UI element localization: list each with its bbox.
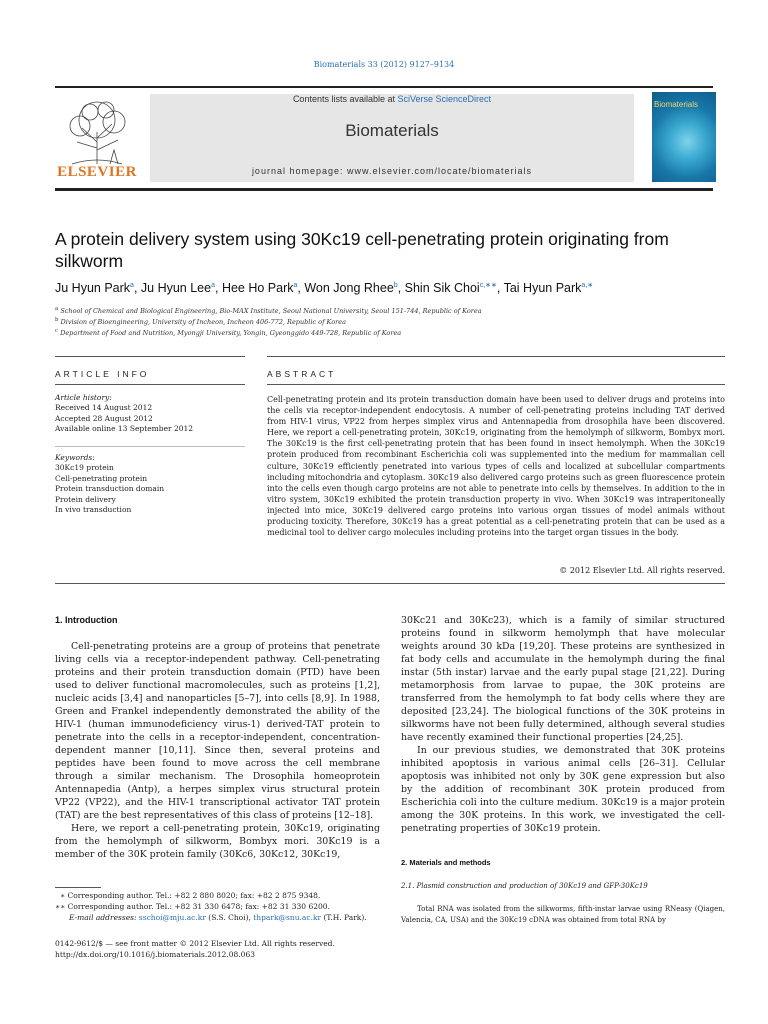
author-list: Ju Hyun Park$^a$, Ju Hyun Lee$^a$, Hee Ho Park$^a$, Won Jong Rhee$^b$, Shin Sik Choi$^{c,∗∗}$, Tai Hyun Park$^{a,∗}$	[55, 281, 594, 296]
history-item: Accepted 28 August 2012	[55, 413, 153, 423]
left-column	[55, 640, 380, 861]
article-title: A protein delivery system using 30Kc19 cell-penetrating protein originating from silkworm	[55, 229, 669, 271]
contents-line	[150, 94, 634, 104]
author-name[interactable]: Ju Hyun Park	[55, 281, 131, 296]
affiliation-text: School of Chemical and Biological Engineering, Bio-MAX Institute, Seoul National University, Seoul 151-744, Republic of Korea	[60, 307, 482, 316]
history-label: Article history:	[55, 393, 112, 402]
affiliation	[55, 306, 482, 315]
paragraph: In our previous studies, we demonstrated that 30K proteins inhibited apoptosis in various animal cells [26–31]. Cellular apoptosis was inhibited not only by 30K gene expression but also by the addition of recombinant 30K protein produced from Escherichia coli into the culture medium. 30Kc19 is a major protein among the 30K proteins. In this work, we investigated the cell-penetrating properties of 30Kc19 protein.	[401, 745, 725, 834]
divider	[55, 356, 245, 357]
author-affil-sup[interactable]: a	[211, 282, 215, 289]
email-owner: (T.H. Park).	[321, 913, 367, 922]
article-info-heading: ARTICLE INFO	[55, 369, 150, 379]
divider	[55, 384, 245, 385]
keyword: Protein delivery	[55, 494, 116, 504]
keyword: Protein transduction domain	[55, 484, 165, 494]
section-heading: 1. Introduction	[55, 615, 118, 625]
affiliation-sup: b	[55, 317, 59, 323]
affiliation-sup: a	[55, 306, 59, 312]
abstract-text: Cell-penetrating protein and its protein transduction domain have been used to deliver drugs and proteins into the cells via receptor-independent endocytosis. A number of cell-penetrating proteins including TAT derived from HIV-1 virus, VP22 from herpes simplex virus and Antennapedia from drosophila have been discovered. Here, we report a cell-penetrating protein, 30Kc19, originating from the hemolymph of silkworm, Bombyx mori. The 30Kc19 is the first cell-penetrating protein that has been found in insect hemolymph. When the 30Kc19 protein produced from recombinant Escherichia coli was supplemented into the medium for mammalian cell culture, 30Kc19 efficiently penetrated into various types of cells and localized at subcellular compartments including mitochondria and cytoplasm. 30Kc19 also delivered cargo proteins such as green fluorescence protein into the cells even though cargo proteins are not able to penetrate into cells by themselves. In addition to the in vitro system, 30Kc19 exhibited the protein transduction property in vivo. When 30Kc19 was intraperitoneally injected into mice, 30Kc19 delivered cargo proteins into various organ tissues of model animals without producing toxicity. Therefore, 30Kc19 has a great potential as a cell-penetrating protein that can be used as a medicinal tool to deliver cargo molecules including proteins into the target organ tissues in the body.	[267, 395, 725, 538]
journal-citation[interactable]: Biomaterials 33 (2012) 9127–9134	[313, 60, 455, 69]
footnote-emails	[69, 912, 367, 923]
affiliation-sup: c	[55, 328, 59, 334]
paragraph: Total RNA was isolated from the silkworms, fifth-instar larvae using RNeasy (Qiagen, Valencia, CA, USA) and the 30Kc19 cDNA was obtained from total RNA by	[401, 905, 725, 924]
author-name[interactable]: Tai Hyun Park	[503, 281, 582, 296]
footnote-corresponding: ∗ Corresponding author. Tel.: +82 2 880 8020; fax: +82 2 875 9348.	[60, 891, 321, 900]
publisher-logo-text: ELSEVIER	[57, 164, 137, 180]
email-owner: (S.S. Choi),	[205, 913, 254, 922]
right-column	[401, 614, 725, 835]
author-affil-sup[interactable]: b	[393, 282, 398, 289]
affiliation	[55, 317, 346, 326]
header-bottom-rule	[55, 188, 713, 191]
history-item: Available online 13 September 2012	[55, 424, 194, 434]
abstract-copyright: © 2012 Elsevier Ltd. All rights reserved.	[559, 566, 725, 575]
section-heading: 2. Materials and methods	[401, 858, 491, 867]
email-label: E-mail addresses:	[69, 913, 139, 922]
keywords	[55, 453, 245, 515]
header-top-rule	[55, 86, 713, 88]
divider	[55, 583, 725, 584]
footnote-corresponding: ∗∗ Corresponding author. Tel.: +82 31 330 6478; fax: +82 31 330 6200.	[55, 902, 330, 911]
subsection-heading: 2.1. Plasmid construction and production of 30Kc19 and GFP-30Kc19	[401, 882, 648, 890]
keyword: In vivo transduction	[55, 505, 132, 515]
divider	[267, 356, 725, 357]
author-name[interactable]: Hee Ho Park	[221, 281, 294, 296]
issn-line: 0142-9612/$ — see front matter © 2012 Elsevier Ltd. All rights reserved.	[55, 939, 335, 948]
doi-link[interactable]: http://dx.doi.org/10.1016/j.biomaterials.2012.08.063	[55, 950, 255, 959]
author-affil-sup[interactable]: a	[130, 282, 134, 289]
article-history	[55, 393, 245, 435]
email-link[interactable]: thpark@snu.ac.kr	[253, 913, 322, 922]
paragraph: Here, we report a cell-penetrating protein, 30Kc19, originating from the hemolymph of silkworm, Bombyx mori. 30Kc19 is a member of the 30K protein family (30Kc6, 30Kc12, 30Kc19,	[55, 823, 380, 860]
author-affil-sup[interactable]: a	[293, 282, 298, 289]
abstract-heading: ABSTRACT	[267, 369, 337, 379]
paragraph: Cell-penetrating proteins are a group of proteins that penetrate living cells via a receptor-independent pathway. Cell-penetrating proteins and their protein transduction domain (PTD) have been used to deliver functional macromolecules, such as proteins [1,2], nucleic acids [3,4] and nanoparticles [5–7], into cells [8,9]. In 1988, Green and Frankel independently demonstrated the ability of the HIV-1 (human immunodeficiency virus-1) derived-TAT protein to penetrate into the cells in a receptor-independent, concentration-dependent manner [10,11]. Since then, several proteins and peptides have been found to move across the cell membrane through a similar mechanism. The Drosophila homeoprotein Antennapedia (Antp), a herpes simplex virus structural protein VP22 (VP22), and the HIV-1 transcriptional activator TAT protein (TAT) are the best representatives of this class of proteins [12–18].	[55, 641, 380, 821]
keywords-label: Keywords:	[55, 453, 95, 462]
sciencedirect-link[interactable]: SciVerse ScienceDirect	[397, 94, 492, 104]
author-name[interactable]: Won Jong Rhee	[304, 281, 394, 296]
contents-prefix: Contents lists available at	[292, 94, 398, 104]
divider	[55, 446, 245, 447]
journal-homepage[interactable]: journal homepage: www.elsevier.com/locate/biomaterials	[251, 166, 533, 176]
paragraph: 30Kc21 and 30Kc23), which is a family of similar structured proteins found in silkworm hemolymph that have molecular weights around 30 kDa [19,20]. These proteins are synthesized in fat body cells and accumulate in the hemolymph during the final instar (5th instar) larvae and the early pupal stage [21,22]. During metamorphosis from larvae to pupae, the 30K proteins are transferred from the hemolymph to fat body cells where they are deposited [23,24]. The biological functions of the 30K proteins in silkworms have not been fully determined, although several studies have recently examined their functional properties [24,25].	[401, 615, 725, 743]
cover-title: Biomaterials	[654, 100, 699, 109]
footnote-rule	[55, 887, 101, 888]
affiliation	[55, 328, 401, 337]
journal-name: Biomaterials	[345, 121, 439, 140]
affiliation-text: Division of Bioengineering, University of Incheon, Incheon 406-772, Republic of Korea	[60, 318, 346, 327]
keyword: 30Kc19 protein	[55, 463, 114, 473]
email-link[interactable]: sschoi@mju.ac.kr	[138, 913, 206, 922]
author-affil-sup[interactable]: a,∗	[581, 282, 594, 289]
author-name[interactable]: Ju Hyun Lee	[140, 281, 212, 296]
divider	[267, 384, 725, 385]
history-item: Received 14 August 2012	[55, 403, 153, 413]
author-name[interactable]: Shin Sik Choi	[404, 281, 480, 296]
keyword: Cell-penetrating protein	[55, 473, 148, 483]
author-affil-sup[interactable]: c,∗∗	[479, 282, 497, 289]
affiliation-text: Department of Food and Nutrition, Myongji University, Yongin, Gyeonggido 449-728, Republic of Korea	[60, 329, 402, 338]
